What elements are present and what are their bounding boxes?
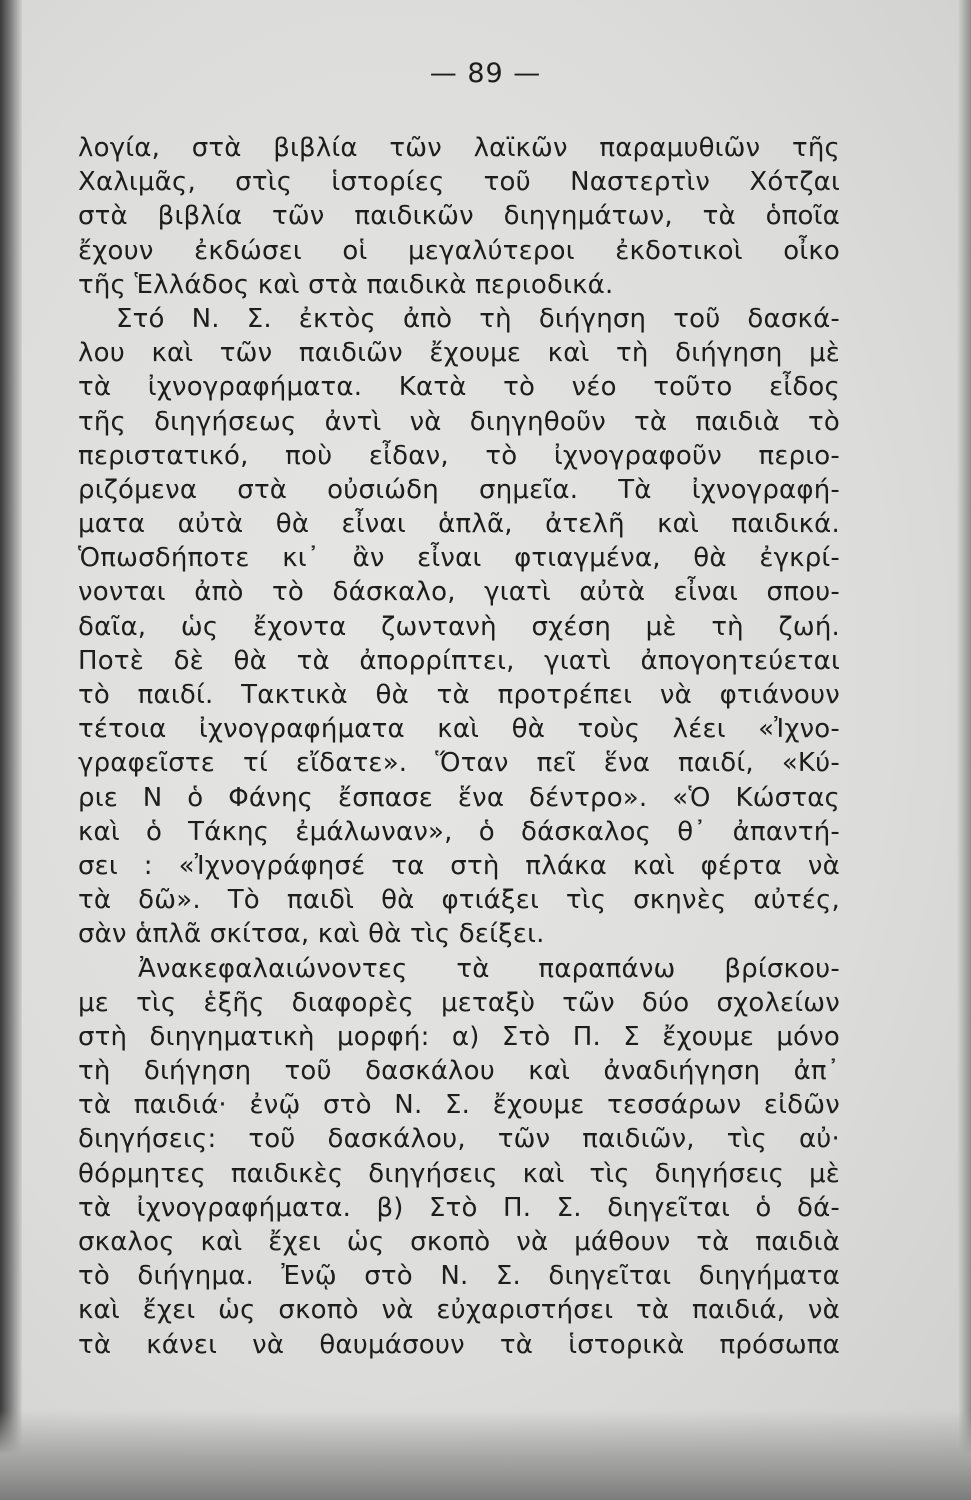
text-line: τὰ ἰχνογραφήματα. Κατὰ τὸ νέο τοῦτο εἶδος	[78, 372, 840, 403]
text-line: τῆς Ἑλλάδος καὶ στὰ παιδικὰ περιοδικά.	[78, 269, 614, 300]
body-text	[78, 131, 840, 1362]
text-line: τὰ παιδιά· ἐνῷ στὸ Ν. Σ. ἔχουμε τεσσάρων εἰδῶν	[78, 1090, 840, 1121]
text-line: στὰ βιβλία τῶν παιδικῶν διηγημάτων, τὰ ὁποῖα	[78, 201, 840, 232]
text-line: ριζόμενα στὰ οὐσιώδη σημεῖα. Τὰ ἰχνογραφή-	[78, 474, 840, 505]
text-line: λου καὶ τῶν παιδιῶν ἔχουμε καὶ τὴ διήγηση μὲ	[78, 338, 840, 369]
text-line: διηγήσεις: τοῦ δασκάλου, τῶν παιδιῶν, τὶς αὐ·	[78, 1124, 840, 1155]
text-line: τὰ κάνει νὰ θαυμάσουν τὰ ἱστορικὰ πρόσωπα	[78, 1329, 840, 1360]
text-line: στὴ διηγηματικὴ μορφή: α) Στὸ Π. Σ ἔχουμε μόνο	[78, 1021, 840, 1052]
text-line: Στό Ν. Σ. ἐκτὸς ἀπὸ τὴ διήγηση τοῦ δασκά-	[116, 303, 840, 334]
text-line: τὸ παιδί. Τακτικὰ θὰ τὰ προτρέπει νὰ φτιάνουν	[78, 680, 840, 710]
text-line: τὰ ἰχνογραφήματα. β) Στὸ Π. Σ. διηγεῖται ὁ δά-	[78, 1192, 840, 1223]
text-line: τὸ διήγημα. Ἐνῷ στὸ Ν. Σ. διηγεῖται διηγήματα	[78, 1261, 840, 1292]
book-binding-shadow	[0, 0, 22, 1500]
text-line: νονται ἀπὸ τὸ δάσκαλο, γιατὶ αὐτὰ εἶναι σπου-	[78, 577, 840, 608]
text-line: τῆς διηγήσεως ἀντὶ νὰ διηγηθοῦν τὰ παιδιὰ τὸ	[78, 406, 840, 437]
text-line: με τὶς ἑξῆς διαφορὲς μεταξὺ τῶν δύο σχολείων	[78, 987, 840, 1018]
text-line: σὰν ἁπλᾶ σκίτσα, καὶ θὰ τὶς δείξει.	[78, 919, 545, 950]
text-line: σει : «Ἰχνογράφησέ τα στὴ πλάκα καὶ φέρτα νὰ	[78, 850, 840, 881]
text-line: σκαλος καὶ ἔχει ὡς σκοπὸ νὰ μάθουν τὰ παιδιὰ	[78, 1227, 840, 1257]
text-line: καὶ ὁ Τάκης ἐμάλωναν», ὁ δάσκαλος θ᾿ ἀπαντή-	[78, 816, 840, 847]
text-line: θόρμητες παιδικὲς διηγήσεις καὶ τὶς διηγήσεις μὲ	[78, 1158, 840, 1189]
page-number: — 89 —	[429, 58, 542, 89]
text-line: τέτοια ἰχνογραφήματα καὶ θὰ τοὺς λέει «Ἰχνο-	[78, 714, 840, 745]
text-line: γραφεῖστε τί εἴδατε». Ὅταν πεῖ ἕνα παιδί, «Κύ-	[78, 748, 840, 779]
page-right-edge	[957, 0, 971, 1500]
text-line: Ὁπωσδήποτε κι᾿ ἂν εἶναι φτιαγμένα, θὰ ἐγκρί-	[78, 543, 840, 574]
text-line: ἔχουν ἐκδώσει οἱ μεγαλύτεροι ἐκδοτικοὶ οἶκο	[78, 235, 840, 266]
text-line: καὶ ἔχει ὡς σκοπὸ νὰ εὐχαριστήσει τὰ παιδιά, νὰ	[78, 1295, 840, 1326]
text-line: τὰ δῶ». Τὸ παιδὶ θὰ φτιάξει τὶς σκηνὲς αὐτές,	[78, 885, 840, 916]
text-line: Ποτὲ δὲ θὰ τὰ ἀπορρίπτει, γιατὶ ἀπογοητεύεται	[78, 645, 840, 676]
text-line: δαῖα, ὡς ἔχοντα ζωντανὴ σχέση μὲ τὴ ζωή.	[78, 611, 840, 642]
text-line: Χαλιμᾶς, στὶς ἱστορίες τοῦ Ναστερτὶν Χότζαι	[78, 167, 840, 198]
text-line: λογία, στὰ βιβλία τῶν λαϊκῶν παραμυθιῶν τῆς	[78, 133, 840, 163]
page-bottom-edge	[0, 1410, 971, 1500]
text-line: Ἀνακεφαλαιώνοντες τὰ παραπάνω βρίσκου-	[138, 953, 840, 984]
text-line: ριε Ν ὁ Φάνης ἔσπασε ἕνα δέντρο». «Ὁ Κώστας	[78, 782, 840, 813]
text-line: τὴ διήγηση τοῦ δασκάλου καὶ ἀναδιήγηση ἀπ᾿	[78, 1056, 840, 1087]
text-line: περιστατικό, ποὺ εἶδαν, τὸ ἰχνογραφοῦν περιο-	[78, 440, 840, 471]
text-line: ματα αὐτὰ θὰ εἶναι ἁπλᾶ, ἀτελῆ καὶ παιδικά.	[78, 509, 840, 540]
